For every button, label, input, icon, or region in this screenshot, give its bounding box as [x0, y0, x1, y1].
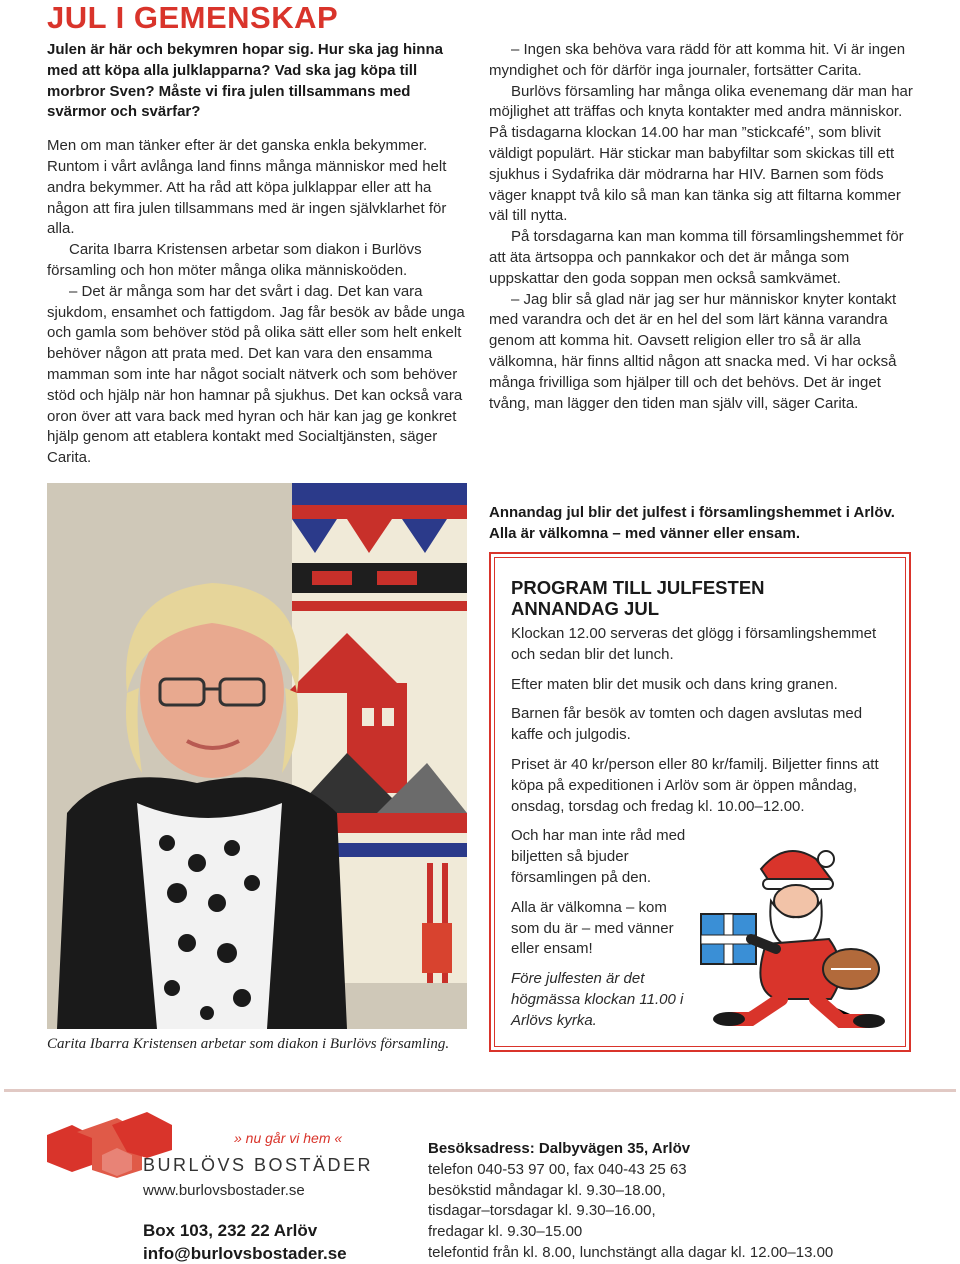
page-title: JUL I GEMENSKAP: [47, 0, 339, 35]
hours-line: telefontid från kl. 8.00, lunchstängt alla dagar kl. 12.00–13.00: [428, 1243, 834, 1261]
visit-address: Besöksadress: Dalbyvägen 35, Arlöv: [428, 1140, 691, 1157]
article-paragraph: På torsdagarna kan man komma till församlingshemmet för att äta ärtsoppa och pannkakor och det är många som uppskattar den goda soppan men också samkvämet.: [489, 228, 904, 287]
slogan: » nu går vi hem «: [234, 1130, 343, 1146]
portrait-photo: [47, 483, 467, 1029]
santa-illustration: [691, 839, 891, 1029]
article-paragraph: Burlövs församling har många olika evenemang där man har möjlighet att träffas och knyta kontakter med andra människor. På tisdagarna klockan 14.00 har man ”stickcafé”, som blivit väldigt populärt. Här stickar man babyfiltar som skickas till ett sjukhus i Sydafrika där mödrarna har HIV. Barnen som föds väger knappt två kilo så man kan tänka sig att filtarna kommer väl till nytta.: [489, 82, 913, 225]
website-link[interactable]: www.burlovsbostader.se: [143, 1182, 305, 1199]
address-line: Box 103, 232 22 Arlöv: [143, 1221, 318, 1240]
article-paragraph: Men om man tänker efter är det ganska enkla bekymmer. Runtom i vårt avlånga land finns många människor med helt andra bekymmer. Att ha råd att köpa julklappar eller att ha någon att fira julen tillsammans med är ingen självklarhet för alla.: [47, 137, 447, 238]
program-box: [489, 552, 911, 1052]
hours-line: besökstid måndagar kl. 9.30–18.00,: [428, 1181, 666, 1199]
footer-divider: [4, 1089, 956, 1092]
program-item: Efter maten blir det musik och dans kring granen.: [511, 675, 838, 693]
program-heading-line: PROGRAM TILL JULFESTEN: [511, 577, 765, 598]
article-left-column: [47, 40, 467, 469]
article-lead: Julen är här och bekymren hopar sig. Hur ska jag hinna med att köpa alla julklapparna? Vad ska jag köpa till morbror Sven? Måste vi fira julen tillsammans med svärmor och svärfar?: [47, 41, 443, 121]
photo-caption: Carita Ibarra Kristensen arbetar som diakon i Burlövs församling.: [47, 1036, 450, 1052]
hours-line: fredagar kl. 9.30–15.00: [428, 1223, 583, 1241]
article-paragraph: – Jag blir så glad när jag ser hur människor knyter kontakt med varandra och det är en hel del som lärt känna varandra genom att komma hit. Oavsett religion eller tro så är alla välkomna, här finns alltid någon att snacka med. Vi har också många frivilliga som hjälper till och det behövs. Det är inget tvång, man lägger den tiden man själv vill, säger Carita.: [489, 290, 897, 412]
hours-line: tisdagar–torsdagar kl. 9.30–16.00,: [428, 1202, 656, 1220]
article-paragraph: Carita Ibarra Kristensen arbetar som diakon i Burlövs församling och hon möter många olika människoöden.: [47, 241, 422, 279]
program-item: Klockan 12.00 serveras det glögg i församlingshemmet och sedan blir det lunch.: [511, 625, 877, 663]
phone-line: telefon 040-53 97 00, fax 040-43 25 63: [428, 1160, 687, 1178]
program-heading-line: ANNANDAG JUL: [511, 598, 659, 619]
announcement: Annandag jul blir det julfest i församlingshemmet i Arlöv. Alla är välkomna – med vänner eller ensam.: [489, 504, 895, 542]
article-paragraph: – Ingen ska behöva vara rädd för att komma hit. Vi är ingen myndighet och för därför inga journaler, fortsätter Carita.: [489, 41, 906, 79]
program-item: Före julfesten är det högmässa klockan 11.00 i Arlövs kyrka.: [511, 970, 684, 1029]
program-item: Alla är välkomna – kom som du är – med vänner eller ensam!: [511, 898, 674, 958]
email-link[interactable]: info@burlovsbostader.se: [143, 1244, 347, 1263]
program-item: Priset är 40 kr/person eller 80 kr/familj. Biljetter finns att köpa på expeditionen i Arlöv som är öppen måndag, onsdag, torsdag och fredag kl. 10.00–12.00.: [511, 755, 879, 815]
program-item: Barnen får besök av tomten och dagen avslutas med kaffe och julgodis.: [511, 705, 863, 744]
article-paragraph: – Det är många som har det svårt i dag. Det kan vara sjukdom, ensamhet och fattigdom. Jag får besök av både unga och gamla som behöver stöd på olika sätt eller som helt enkelt behöver någon att prata med. Det kan vara den ensamma mamman som inte har något socialt nätverk och som behöver stöd och hjälp när hon hamnar på sjukhus. Det kan också vara oron över att vara back med hyran och här kan jag ge konkret hjälp genom att etablera kontakt med Socialtjänsten, säger Carita.: [47, 282, 465, 467]
postal-address: [143, 1219, 347, 1264]
program-heading: [511, 577, 765, 619]
contact-info: [428, 1139, 833, 1264]
brand-name: BURLÖVS BOSTÄDER: [143, 1155, 374, 1175]
article-right-column: [489, 40, 914, 414]
program-item: Och har man inte råd med biljetten så bjuder församlingen på den.: [511, 827, 686, 886]
